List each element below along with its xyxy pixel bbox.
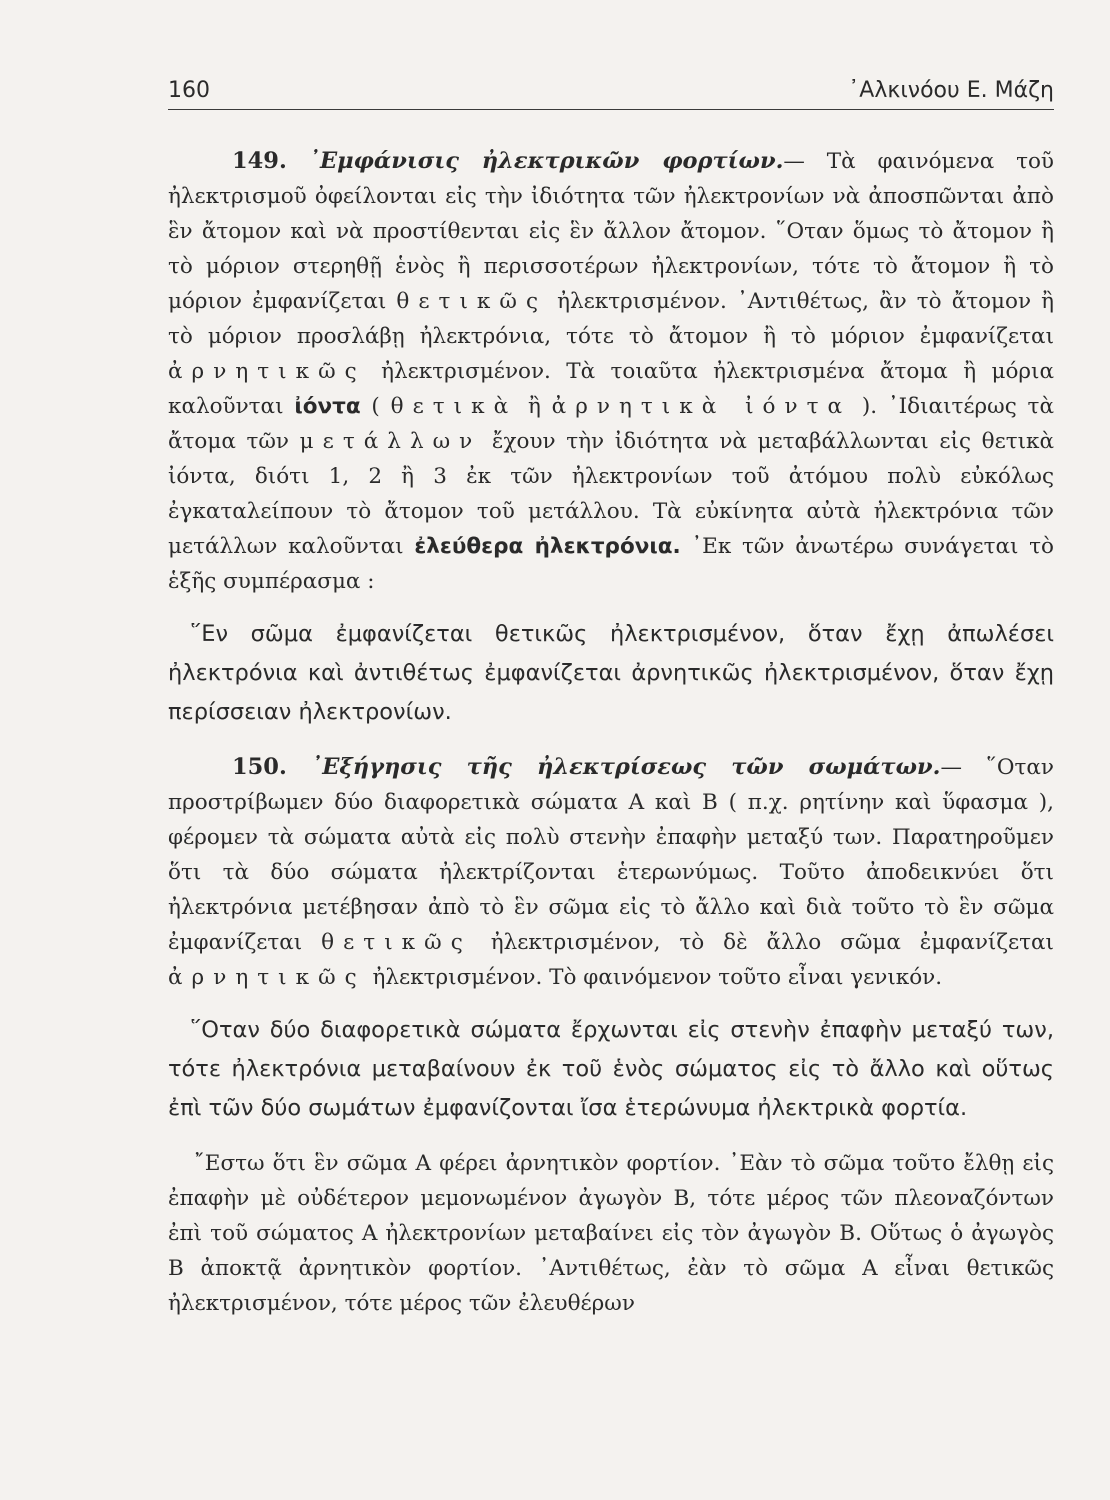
emphasis-spaced: ἀρνητικὰ ἰόντα (551, 394, 852, 419)
term-free-electrons: ἐλεύθερα ἠλεκτρόνια. (414, 534, 681, 559)
page-number: 160 (168, 78, 210, 103)
emphasis-spaced: ἀρνητικῶς (168, 359, 366, 384)
section-150-summary: ῞Οταν δύο διαφορετικὰ σώματα ἔρχωνται εἰς στενὴν ἐπαφὴν μεταξύ των, τότε ἠλεκτρόνια μεταβαίνουν ἐκ τοῦ ἑνὸς σώματος εἰς τὸ ἄλλο καὶ οὕτως ἐπὶ τῶν δύο σωμάτων ἐμφανίζονται ἴσα ἑτερώνυμα ἠλεκτρικὰ φορτία. (168, 1017, 1054, 1121)
section-149 (168, 144, 1054, 732)
section-150-paragraph (168, 750, 1054, 995)
emphasis-spaced: θετικῶς (321, 930, 472, 955)
section-149-title: ᾿Εμφάνισις ἠλεκτρικῶν φορτίων. (308, 148, 784, 174)
section-150 (168, 750, 1054, 1321)
term-ions: ἰόντα (294, 394, 361, 419)
text-run: ἢ (517, 394, 552, 419)
text-run: ( (360, 394, 391, 419)
text-run: ἠλεκτρισμένον, τὸ δὲ ἄλλο σῶμα ἐμφανίζεται (471, 930, 1054, 955)
emphasis-spaced: ἀρνητικῶς (168, 965, 366, 990)
text-run: ). ᾿Ιδιαιτέρως τὰ ἄτομα τῶν (168, 394, 1054, 454)
section-150-number: 150. (232, 754, 287, 780)
text-run: ἔχουν τὴν ἰδιότητα νὰ μεταβάλλωνται εἰς θετικὰ ἰόντα, διότι 1, 2 ἢ 3 ἐκ τῶν ἠλεκτρονίων τοῦ ἀτόμου πολὺ εὐκόλως ἐγκαταλείπουν τὸ ἄτομον τοῦ μετάλλου. Τὰ εὐκίνητα αὐτὰ ἠλεκτρόνια τῶν μετάλλων καλοῦνται (168, 429, 1054, 559)
section-150-paragraph-3: ῎Εστω ὅτι ἓν σῶμα Α φέρει ἀρνητικὸν φορτίον. ᾿Εὰν τὸ σῶμα τοῦτο ἔλθῃ εἰς ἐπαφὴν μὲ οὐδέτερον μεμονωμένον ἀγωγὸν Β, τότε μέρος τῶν πλεοναζόντων ἐπὶ τοῦ σώματος Α ἠλεκτρονίων μεταβαίνει εἰς τὸν ἀγωγὸν Β. Οὕτως ὁ ἀγωγὸς Β ἀποκτᾷ ἀρνητικὸν φορτίον. ᾿Αντιθέτως, ἐὰν τὸ σῶμα Α εἶναι θετικῶς ἠλεκτρισμένον, τότε μέρος τῶν ἐλευθέρων (168, 1151, 1054, 1316)
emphasis-spaced: μετάλλων (299, 429, 482, 454)
emphasis-spaced: θετικῶς (396, 289, 548, 314)
running-author: ᾿Αλκινόου Ε. Μάζη (848, 78, 1054, 103)
text-run: — ῞Οταν προστρίβωμεν δύο διαφορετικὰ σώματα Α καὶ Β ( π.χ. ρητίνην καὶ ὕφασμα ), φέρομεν τὰ σώματα αὐτὰ εἰς πολὺ στενὴν ἐπαφὴν μεταξύ των. Παρατηροῦμεν ὅτι τὰ δύο σώματα ἠλεκτρίζονται ἑτερωνύμως. Τοῦτο ἀποδεικνύει ὅτι ἠλεκτρόνια μετέβησαν ἀπὸ τὸ ἓν σῶμα εἰς τὸ ἄλλο καὶ διὰ τοῦτο τὸ ἓν σῶμα ἐμφανίζεται (168, 755, 1054, 955)
text-run: ᾿Εκ τῶν ἀνωτέρω συνάγεται τὸ ἑξῆς συμπέρασμα : (168, 534, 1054, 594)
text-run: ἠλεκτρισμένον. ᾿Αντιθέτως, ἂν τὸ ἄτομον ἢ τὸ μόριον προσλάβῃ ἠλεκτρόνια, τότε τὸ ἄτομον ἢ τὸ μόριον ἐμφανίζεται (168, 289, 1054, 349)
section-149-paragraph (168, 144, 1054, 599)
text-run: — Τὰ φαινόμενα τοῦ ἠλεκτρισμοῦ ὀφείλονται εἰς τὴν ἰδιότητα τῶν ἠλεκτρονίων νὰ ἀποσπῶνται ἀπὸ ἓν ἄτομον καὶ νὰ προστίθενται εἰς ἓν ἄλλον ἄτομον. ῞Οταν ὅμως τὸ ἄτομον ἢ τὸ μόριον στερηθῇ ἑνὸς ἢ περισσοτέρων ἠλεκτρονίων, τότε τὸ ἄτομον ἢ τὸ μόριον ἐμφανίζεται (168, 149, 1054, 314)
emphasis-spaced: θετικὰ (390, 394, 518, 419)
section-150-title: ᾿Εξήγησις τῆς ἠλεκτρίσεως τῶν σωμάτων. (311, 754, 941, 780)
text-run: ἠλεκτρισμένον. Τὸ φαινόμενον τοῦτο εἶναι γενικόν. (365, 965, 943, 990)
section-149-summary: ῞Εν σῶμα ἐμφανίζεται θετικῶς ἠλεκτρισμένον, ὅταν ἔχῃ ἀπωλέσει ἠλεκτρόνια καὶ ἀντιθέτως ἐμφανίζεται ἀρνητικῶς ἠλεκτρισμένον, ὅταν ἔχῃ περίσσειαν ἠλεκτρονίων. (168, 621, 1054, 725)
running-header (168, 78, 1054, 110)
section-149-number: 149. (232, 148, 287, 174)
text-run: ἠλεκτρισμένον. Τὰ τοιαῦτα ἠλεκτρισμένα ἄτομα ἢ μόρια καλοῦνται (168, 359, 1054, 419)
